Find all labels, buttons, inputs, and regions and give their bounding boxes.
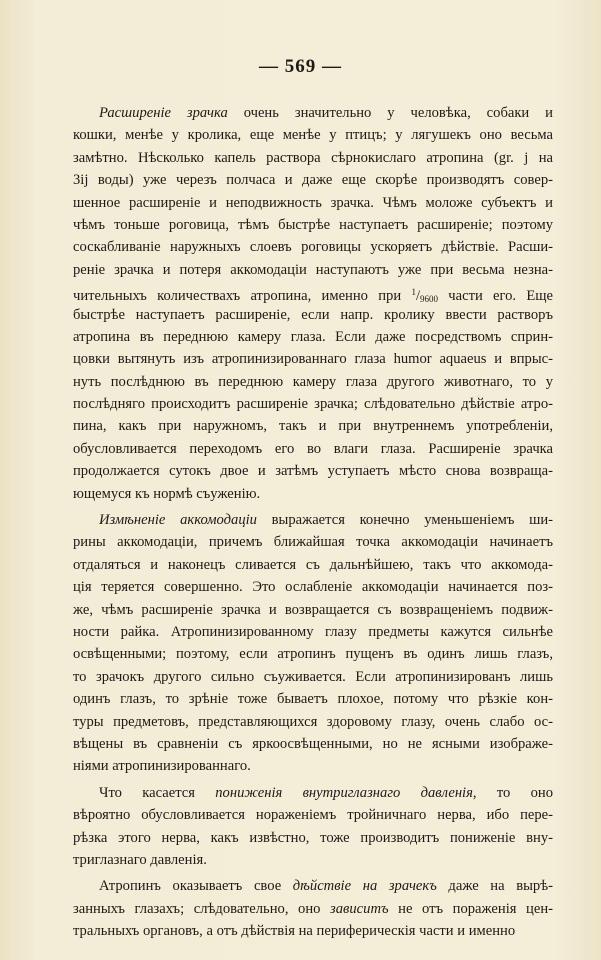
text-line	[73, 643, 553, 665]
text-run: вѣщены въ сравненіи съ яркоосвѣщенными, но не ясными изображе-	[73, 735, 553, 752]
text-line	[73, 804, 553, 826]
text-line	[73, 371, 553, 393]
text-run: ція теряется совершенно. Это ослабленіе аккомодаціи начинается поз-	[73, 579, 553, 596]
text-line	[73, 531, 553, 553]
text-run: обусловливается переходомъ его во влаги глаза. Расширеніе зрачка	[73, 440, 553, 457]
text-run: триглазнаго давленія.	[73, 851, 207, 868]
text-run: же, чѣмъ расширеніе зрачка и возвращается съ возвращеніемъ подвиж-	[73, 601, 553, 618]
text-run: цовки вытянуть изъ атропинизированнаго глаза humor aquaeus и впрыс-	[73, 351, 553, 368]
text-run: туры предметовъ, представляющихся здоровому глазу, очень слабо ос-	[73, 713, 553, 730]
text-run: атропина въ переднюю камеру глаза. Если даже посредствомъ сприн-	[73, 328, 553, 345]
text-line	[73, 733, 553, 755]
text-line	[73, 192, 553, 214]
paragraph	[73, 875, 553, 942]
text-run: чѣмъ тоньше роговица, тѣмъ быстрѣе наступаетъ расширеніе; поэтому	[73, 216, 553, 233]
text-line	[73, 849, 553, 871]
text-run: /	[415, 288, 420, 305]
text-line	[73, 304, 553, 326]
text-line	[73, 509, 553, 531]
text-line	[73, 666, 553, 688]
text-run: не отъ пораженія цен-	[388, 900, 553, 917]
text-run: 9600	[420, 294, 438, 305]
text-run: пина, какъ при наружномъ, такъ и при внутреннемъ употребленіи,	[73, 418, 553, 435]
text-line	[73, 169, 553, 191]
text-line	[73, 599, 553, 621]
text-line	[73, 898, 553, 920]
paragraph	[73, 102, 553, 505]
text-line	[73, 875, 553, 897]
text-line	[73, 554, 553, 576]
text-run: части его. Еще	[438, 288, 553, 305]
text-run: замѣтно. Нѣсколько капель раствора сѣрнокислаго атропина (gr. j на	[73, 149, 553, 166]
paragraph	[73, 509, 553, 778]
text-line	[73, 236, 553, 258]
text-run: , то оно	[472, 784, 553, 801]
text-run: рины аккомодаціи, причемъ ближайшая точка аккомодаціи начинаетъ	[73, 534, 553, 551]
text-run: соскабливаніе наружныхъ слоевъ роговицы ускоряетъ дѣйствіе. Расши-	[73, 239, 553, 256]
text-line	[73, 393, 553, 415]
text-run: освѣщенными; поэтому, если атропинъ пущенъ въ одинъ лишь глазъ,	[73, 646, 553, 663]
text-line	[73, 348, 553, 370]
text-run: шенное расширеніе и неподвижность зрачка. Чѣмъ моложе субъектъ и	[73, 194, 553, 211]
text-line	[73, 281, 553, 303]
text-line	[73, 214, 553, 236]
paragraph	[73, 782, 553, 872]
text-line	[73, 920, 553, 942]
text-run: ніями атропинизированнаго.	[73, 758, 251, 775]
text-line	[73, 576, 553, 598]
text-run: Что касается	[99, 784, 216, 801]
text-line	[73, 621, 553, 643]
text-line	[73, 827, 553, 849]
text-line	[73, 688, 553, 710]
text-line	[73, 124, 553, 146]
text-run: одинъ глазъ, то зрѣніе тоже бываетъ плохое, потому что рѣзкіе кон-	[73, 691, 553, 708]
text-run: продолжается сутокъ двое и затѣмъ уступаетъ мѣсто снова возвраща-	[73, 463, 553, 480]
emphasis-text: дѣйствіе на зрачекъ	[292, 878, 437, 895]
text-run: отдаляться и наконецъ сливается съ дальнѣйшею, такъ что аккомода-	[73, 556, 553, 573]
emphasis-text: пониженія внутриглазнаго давленія	[215, 784, 473, 801]
text-line	[73, 438, 553, 460]
text-line	[73, 259, 553, 281]
text-run: даже на вырѣ-	[436, 878, 553, 895]
text-run: занныхъ глазахъ; слѣдовательно, оно	[73, 900, 331, 917]
text-run: кошки, менѣе у кролика, еще менѣе у птицъ; у лягушекъ оно весьма	[73, 127, 553, 144]
text-run: вѣроятно обусловливается нораженіемъ тройничнаго нерва, ибо пере-	[73, 807, 553, 824]
text-run: ности райка. Атропинизированному глазу предметы кажутся сильнѣе	[73, 623, 553, 640]
text-run: 1	[411, 287, 416, 298]
text-run: то зрачокъ другого сильно съуживается. Если атропинизированъ лишь	[73, 668, 553, 685]
text-run: выражается конечно уменьшеніемъ ши-	[256, 512, 553, 529]
text-run: рѣзка этого нерва, какъ извѣстно, тоже производитъ пониженіе вну-	[73, 829, 553, 846]
text-run: Атропинъ оказываетъ свое	[99, 878, 293, 895]
text-line	[73, 102, 553, 124]
emphasis-text: Измѣненіе аккомодаціи	[99, 512, 257, 529]
body-text	[73, 102, 553, 942]
text-line	[73, 326, 553, 348]
text-run: очень значительно у человѣка, собаки и	[227, 105, 553, 121]
text-line	[73, 782, 553, 804]
text-run: тральныхъ органовъ, а отъ дѣйствія на периферическія части и именно	[73, 923, 516, 940]
text-run: послѣдняго происходитъ расширеніе зрачка; слѣдовательно дѣйствіе атро-	[73, 396, 553, 413]
page-number: — 569 —	[259, 56, 342, 77]
text-run: 3ij воды) уже черезъ полчаса и даже еще скорѣе производятъ совер-	[73, 172, 553, 189]
text-line	[73, 415, 553, 437]
text-run: быстрѣе наступаетъ расширеніе, если напр. кролику ввести растворъ	[73, 306, 553, 323]
text-run: реніе зрачка и потеря аккомодаціи наступаютъ уже при весьма незна-	[73, 261, 553, 278]
text-run: нуть послѣднюю въ переднюю камеру глаза другого животнаго, то у	[73, 373, 553, 390]
text-run: чительныхъ количествахъ атропина, именно при	[73, 288, 412, 305]
text-line	[73, 755, 553, 777]
text-line	[73, 147, 553, 169]
emphasis-text: зависитъ	[330, 900, 389, 917]
text-line	[73, 483, 553, 505]
text-line	[73, 711, 553, 733]
text-run: ющемуся къ нормѣ съуженію.	[73, 485, 261, 502]
text-line	[73, 460, 553, 482]
emphasis-text: Расширеніе зрачка	[99, 105, 228, 121]
